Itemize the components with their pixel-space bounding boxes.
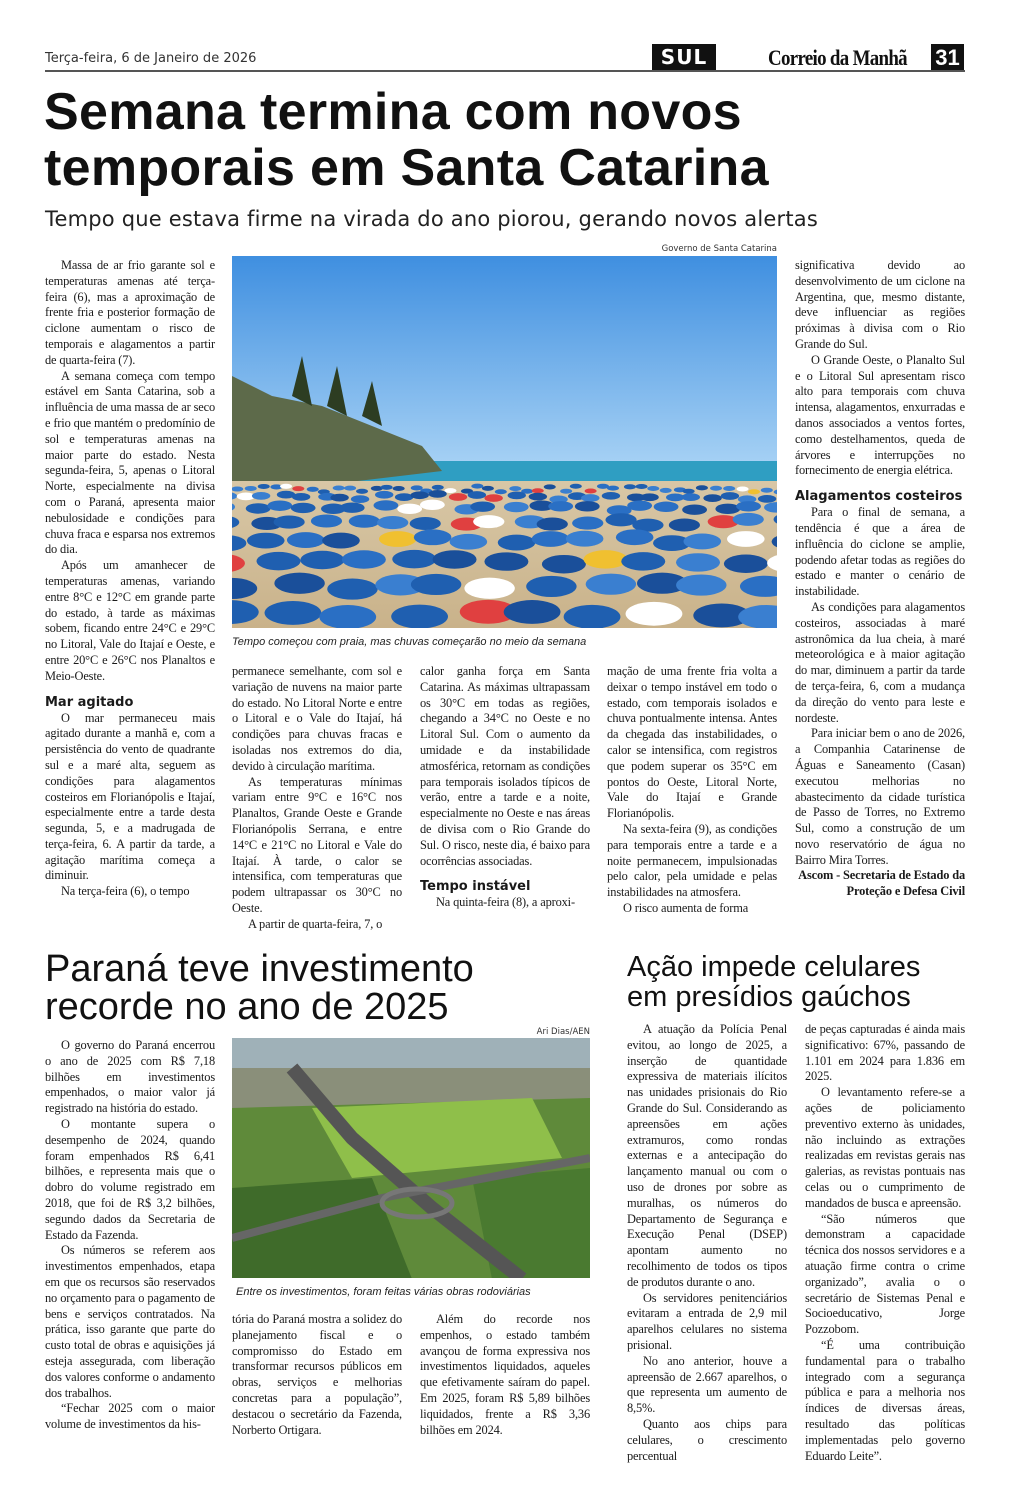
umbrella-shape <box>560 489 572 494</box>
umbrella-shape <box>605 513 636 526</box>
paragraph: de peças capturadas é ainda mais significativo: 67%, passando de 1.101 em 2024 para 1.836 em 2025. <box>805 1022 965 1084</box>
paragraph: O governo do Paraná encerrou o ano de 2025 com R$ 7,18 bilhões em investimentos empenhados, o maior valor já registrado na história do estado. <box>45 1038 215 1116</box>
umbrella-shape <box>450 534 488 550</box>
umbrella-shape <box>330 494 348 502</box>
umbrella-shape <box>322 533 360 549</box>
umbrella-shape <box>484 552 528 570</box>
paragraph: Os servidores penitenciários evitaram a entrada de 2,9 mil aparelhos celulares no sistema prisional. <box>627 1290 787 1352</box>
headline-line: Ação impede celulares <box>627 951 921 983</box>
umbrella-shape <box>626 602 683 626</box>
umbrella-shape <box>327 579 377 600</box>
umbrella-shape <box>733 513 764 526</box>
paragraph: As temperaturas mínimas variam entre 9°C e 16°C nos Planaltos, Grande Oeste e Grande Florianópolis Serrana, e entre 14°C e 21°C no Litoral e Vale do Itajaí. À tarde, o calor se intensifica, com temperaturas que podem ultrapassar os 30°C no Oeste. <box>232 774 402 915</box>
umbrella-shape <box>724 554 768 572</box>
umbrella-shape <box>585 488 597 493</box>
paragraph: Os números se referem aos investimentos empenhados, etapa em que os recursos são reservados no orçamento para o pagamento de bens e serviços contratados. Na prática, isso garante que parte do custo total de obras e aquisições já esteja assegurada, com liberação dos valores conforme o andamento dos trabalhos. <box>45 1243 215 1400</box>
subheading: Mar agitado <box>45 694 134 710</box>
umbrella-shape <box>624 484 636 489</box>
umbrella-shape <box>482 486 494 491</box>
section-label: SUL <box>652 44 716 71</box>
paragraph: A partir de quarta-feira, 7, o <box>248 916 383 931</box>
umbrella-shape <box>575 501 600 511</box>
photo-caption: Tempo começou com praia, mas chuvas começarão no meio da semana <box>232 636 587 648</box>
umbrella-shape <box>464 578 514 599</box>
umbrella-shape <box>532 531 570 547</box>
umbrella-shape <box>280 484 292 489</box>
umbrella-shape <box>397 504 422 514</box>
umbrella-shape <box>267 501 292 511</box>
umbrella-shape <box>379 531 417 547</box>
umbrella-shape <box>344 486 356 491</box>
umbrella-shape <box>682 504 707 514</box>
umbrella-shape <box>616 529 654 545</box>
article1-column-3 <box>420 664 590 911</box>
umbrella-shape <box>265 601 322 625</box>
paragraph: Massa de ar frio garante sol e temperaturas amenas até terça-feira (6), mas a aproximação de frente fria e posterior formação de ciclone aumentam o risco de temporais e alagamentos a partir de quarta-feira (7). <box>45 258 215 367</box>
paragraph: Para iniciar bem o ano de 2026, a Companhia Catarinense de Águas e Saneamento (Casan) executou melhorias no abastecimento da cidade turística de Passo de Torres, no Extremo Sul, como a construção de um novo reservatório de água no Bairro Mira Torres. <box>795 726 965 867</box>
umbrella-shape <box>444 488 456 493</box>
umbrella-shape <box>449 493 467 501</box>
article1-column-5 <box>795 258 965 900</box>
umbrella-shape <box>584 550 628 568</box>
umbrella-shape <box>428 490 446 498</box>
paragraph: Após um amanhecer de temperaturas amenas, variando entre 8°C e 12°C em grande parte do estado, à tarde as máximas sobem, ficando entre 24°C e 29°C no Litoral, Vale do Itajaí e Oeste, e entre 20°C e 26°C nos Planaltos e Meio-Oeste. <box>45 558 215 683</box>
paragraph: “Fechar 2025 com o maior volume de investimentos da his- <box>45 1401 215 1432</box>
umbrella-shape <box>274 573 324 594</box>
paragraph: O Grande Oeste, o Planalto Sul e o Litoral Sul apresentam risco alto para temporais com chuva intensa, alagamentos, enxurradas e danos associados a ventos fortes, como destelhamentos, queda de árvores e interrupções no fornecimento de energia elétrica. <box>795 352 965 478</box>
umbrella-shape <box>471 484 483 489</box>
paragraph: Na sexta-feira (9), as condições para temporais entre a tarde e a noite permanecem, impulsionadas pelo calor, pela umidade e pelas instabilidades na atmosfera. <box>607 821 777 900</box>
umbrella-shape <box>411 574 461 595</box>
paragraph: A atuação da Polícia Penal evitou, ao longo de 2025, a inserção de quantidade expressiva de materiais ilícitos nas unidades prisionais do Rio Grande do Sul. Considerando as apreensões em ações extramuros, como rondas externas e a antecipação do lançamento manual ou com o uso de drones por sobre as muralhas, os números do Departamento de Segurança e Execução Penal (DSEP) apontam aumento no recolhimento de todos os tipos de produtos durante o ano. <box>627 1022 787 1289</box>
paragraph: Na terça-feira (6), o tempo <box>61 884 190 899</box>
umbrella-shape <box>721 492 739 500</box>
umbrella-shape <box>548 501 573 511</box>
umbrella-shape <box>274 515 305 528</box>
paragraph: O montante supera o desempenho de 2024, quando foram empenhados R$ 6,41 bilhões, e representa mais que o dobro do volume registrado em 2018, que foi de R$ 3,2 bilhões, segundo dados da Secretaria de Estado da Fazenda. <box>45 1116 215 1242</box>
umbrella-shape <box>526 576 576 597</box>
umbrella-shape <box>696 485 708 490</box>
umbrella-shape <box>581 494 599 502</box>
umbrella-shape <box>542 555 586 573</box>
umbrella-shape <box>311 514 342 527</box>
umbrella-shape <box>529 493 547 501</box>
umbrella-shape <box>433 550 477 568</box>
umbrella-shape <box>470 501 495 511</box>
umbrella-shape <box>291 503 316 513</box>
article2-headline <box>45 950 474 1026</box>
umbrella-shape <box>381 485 393 490</box>
article3-column-1 <box>627 1022 787 1464</box>
umbrella-shape <box>607 486 619 491</box>
umbrella-shape <box>484 494 502 502</box>
umbrella-shape <box>333 485 345 490</box>
umbrella-shape <box>420 500 445 510</box>
umbrella-shape <box>473 515 504 528</box>
umbrella-shape <box>602 492 620 500</box>
umbrella-shape <box>468 491 486 499</box>
paragraph: Na quinta-feira (8), a aproxi- <box>436 895 575 910</box>
paragraph: permanece semelhante, com sol e variação de nuvens na maior parte do estado. No Litoral Norte e entre o Litoral e o Vale do Itajaí, há condições para chuvas fracas e isoladas nos extremos do dia, devido à circulação marítima. <box>232 664 402 773</box>
umbrella-shape <box>654 502 679 512</box>
umbrella-shape <box>532 488 544 493</box>
paragraph: As condições para alagamentos costeiros, associadas à maré astronômica da lua cheia, à maré meteorológica e à maior agitação do mar, diminuem a partir da tarde de terça-feira, 6, com a mudança da direção do vento para leste e nordeste. <box>795 599 965 725</box>
umbrella-shape <box>410 491 428 499</box>
umbrella-shape <box>703 494 721 502</box>
umbrella-shape <box>349 515 380 528</box>
umbrella-shape <box>307 487 319 492</box>
article1-column-1 <box>45 258 215 900</box>
paragraph: “São números que demonstram a capacidade técnica dos nossos servidores e a atuação firme contra o crime organizado”, avalia o o secretário de Sistemas Penal e Socioeducativo, Jorge Pozzobom. <box>805 1211 965 1337</box>
subheading: Tempo instável <box>420 879 531 895</box>
umbrella-shape <box>660 488 672 493</box>
umbrella-shape <box>340 503 365 513</box>
paragraph: calor ganha força em Santa Catarina. As máximas ultrapassam os 30°C em todas as regiões, chegando a 34°C no Oeste e no Litoral Sul. Com o aumento da umidade e da instabilidade atmosférica, retornam as condições para temporais isolados típicos de verão, entre a tarde e a noite, especialmente no Oeste e nas áreas de divisa com o Rio Grande do Sul. O risco, neste dia, é baixo para ocorrências associadas. <box>420 664 590 868</box>
paragraph: mação de uma frente fria volta a deixar o tempo instável em todo o estado, com temporais isolados e chuva pontualmente intensa. Antes da chegada das instabilidades, o calor se intensifica, com registros que podem superar os 35°C em pontos do Oeste, Litoral Norte, Vale do Itajaí e Grande Florianópolis. <box>607 664 777 821</box>
umbrella-shape <box>758 495 776 503</box>
umbrella-shape <box>627 500 652 510</box>
umbrella-shape <box>504 600 561 624</box>
paragraph: Para o final de semana, a tendência é que a área de influência do ciclone se amplie, podendo afetar todas as regiões do estado e manter o cenário de instabilidade. <box>795 505 965 599</box>
umbrella-shape <box>252 492 270 500</box>
umbrella-shape <box>411 485 423 490</box>
umbrella-shape <box>393 486 405 491</box>
article2-column-2 <box>232 1312 402 1438</box>
umbrella-shape <box>391 605 448 628</box>
headline-line: temporais em Santa Catarina <box>44 139 769 197</box>
umbrella-shape <box>727 531 765 547</box>
umbrella-shape <box>636 484 648 489</box>
umbrella-shape <box>537 518 568 531</box>
umbrella-shape <box>544 484 556 489</box>
umbrella-shape <box>682 493 700 501</box>
umbrella-shape <box>395 493 413 501</box>
umbrella-shape <box>566 531 604 547</box>
umbrella-shape <box>723 486 735 491</box>
edition-date: Terça-feira, 6 de Janeiro de 2026 <box>45 51 257 66</box>
umbrella-shape <box>669 518 700 531</box>
umbrella-shape <box>586 574 636 595</box>
article-signature: Ascom - Secretaria de Estado da Proteção e Defesa Civil <box>798 868 965 899</box>
headline-line: em presídios gaúchos <box>627 981 911 1013</box>
umbrella-shape <box>676 553 720 571</box>
paragraph: “É uma contribuição fundamental para o trabalho integrado com a segurança pública e para a melhoria nos índices de diversas áreas, resultado das políticas implementadas pelo governo Eduardo Leite”. <box>805 1337 965 1463</box>
headline-line: Semana termina com novos <box>44 83 742 141</box>
umbrella-shape <box>572 517 603 530</box>
umbrella-shape <box>676 574 726 595</box>
photo-credit: Ari Dias/AEN <box>536 1027 590 1037</box>
paragraph: O risco aumenta de forma <box>623 900 749 915</box>
umbrella-shape <box>761 488 773 493</box>
paragraph: O levantamento refere-se a ações de policiamento preventivo externo às unidades, não incluindo as extrações realizadas em revistas gerais nas galerias, as revistas pontuais nas celas ou o cumprimento de mandados de busca e apreensão. <box>805 1085 965 1210</box>
article1-subtitle: Tempo que estava firme na virada do ano piorou, gerando novos alertas <box>45 207 819 231</box>
umbrella-shape <box>392 550 436 568</box>
umbrella-shape <box>300 551 344 569</box>
page-number: 31 <box>931 44 964 71</box>
paragraph: Quanto aos chips para celulares, o crescimento percentual <box>627 1416 787 1463</box>
paragraph: O mar permaneceu mais agitado durante a manhã e, com a persistência do vento de quadrante sul e a maré alta, seguem as condições para alagamentos costeiros em Florianópolis e Itajaí, especialmente entre a tarde desta segunda, 5, e a madrugada de terça-feira, 6. A partir da tarde, a agitação marítima começa a diminuir. <box>45 710 215 883</box>
beach-photo <box>232 256 777 628</box>
umbrella-shape <box>748 489 760 494</box>
paragraph: Além do recorde nos empenhos, o estado também avançou de forma expressiva nos investimentos liquidados, aqueles que efetivamente saíram do papel. Em 2025, foram R$ 5,89 bilhões liquidados, frente a R$ 3,36 bilhões em 2024. <box>420 1312 590 1437</box>
umbrella-shape <box>245 486 257 491</box>
aerial-road-photo <box>232 1038 590 1278</box>
umbrella-shape <box>292 486 304 491</box>
subheading: Alagamentos costeiros <box>795 489 963 505</box>
umbrella-shape <box>319 605 376 628</box>
umbrella-shape <box>508 492 526 500</box>
newspaper-logo: Correio da Manhã <box>768 45 907 70</box>
umbrella-shape <box>647 486 659 491</box>
umbrella-shape <box>292 493 310 501</box>
umbrella-shape <box>351 495 369 503</box>
article1-column-4 <box>607 664 777 917</box>
umbrella-shape <box>257 552 301 570</box>
article3-column-2 <box>805 1022 965 1464</box>
photo-caption: Entre os investimentos, foram feitas várias obras rodoviárias <box>236 1286 531 1298</box>
paragraph: No ano anterior, houve a apreensão de 2.667 aparelhos, o que representa um aumento de 8,5%. <box>627 1353 787 1416</box>
article1-headline <box>44 84 984 196</box>
umbrella-shape <box>710 486 722 491</box>
article1-column-2 <box>232 664 402 933</box>
umbrella-shape <box>414 529 452 545</box>
umbrella-shape <box>432 485 444 490</box>
umbrella-shape <box>621 552 665 570</box>
umbrella-shape <box>504 502 529 512</box>
article2-column-1 <box>45 1038 215 1433</box>
umbrella-shape <box>564 605 621 628</box>
umbrella-shape <box>640 493 658 501</box>
umbrella-shape <box>247 533 285 549</box>
umbrella-shape <box>258 484 270 489</box>
umbrella-shape <box>410 517 441 530</box>
article3-headline <box>627 952 920 1012</box>
umbrella-shape <box>683 489 695 494</box>
headline-line: recorde no ano de 2025 <box>45 986 449 1028</box>
umbrella-shape <box>374 500 399 510</box>
umbrella-shape <box>736 501 761 511</box>
photo-credit: Governo de Santa Catarina <box>661 244 777 254</box>
header-divider <box>45 70 965 72</box>
umbrella-shape <box>287 532 325 548</box>
umbrella-shape <box>377 516 408 529</box>
umbrella-shape <box>495 489 507 494</box>
umbrella-shape <box>509 486 521 491</box>
umbrella-shape <box>683 534 721 550</box>
umbrella-shape <box>570 484 582 489</box>
umbrella-shape <box>342 550 386 568</box>
paragraph: significativa devido ao desenvolvimento de um ciclone na Argentina, que, mesmo distante, deve influenciar as regiões próximas à divisa com o Rio Grande do Sul. <box>795 258 965 351</box>
paragraph: tória do Paraná mostra a solidez do planejamento fiscal e o compromisso do Estado em transformar recursos públicos em obras, serviços e melhorias concretas para a população”, destacou o secretário da Fazenda, Norberto Ortigara. <box>232 1312 402 1437</box>
headline-line: Paraná teve investimento <box>45 948 474 990</box>
paragraph: A semana começa com tempo estável em Santa Catarina, sob a influência de uma massa de ar seco e frio que mantém o predomínio de sol e temperaturas amenas na maior parte do estado. Nesta segunda-feira, 5, apenas o Litoral Norte, especialmente na divisa com o Paraná, apresenta maior nebulosidade e condições para chuva fraca e esparsa nos extremos do dia. <box>45 368 215 557</box>
umbrella-shape <box>356 489 368 494</box>
umbrella-shape <box>246 503 271 513</box>
umbrella-shape <box>498 535 536 551</box>
umbrella-shape <box>737 486 749 491</box>
article2-column-3 <box>420 1312 590 1438</box>
umbrella-shape <box>375 491 393 499</box>
